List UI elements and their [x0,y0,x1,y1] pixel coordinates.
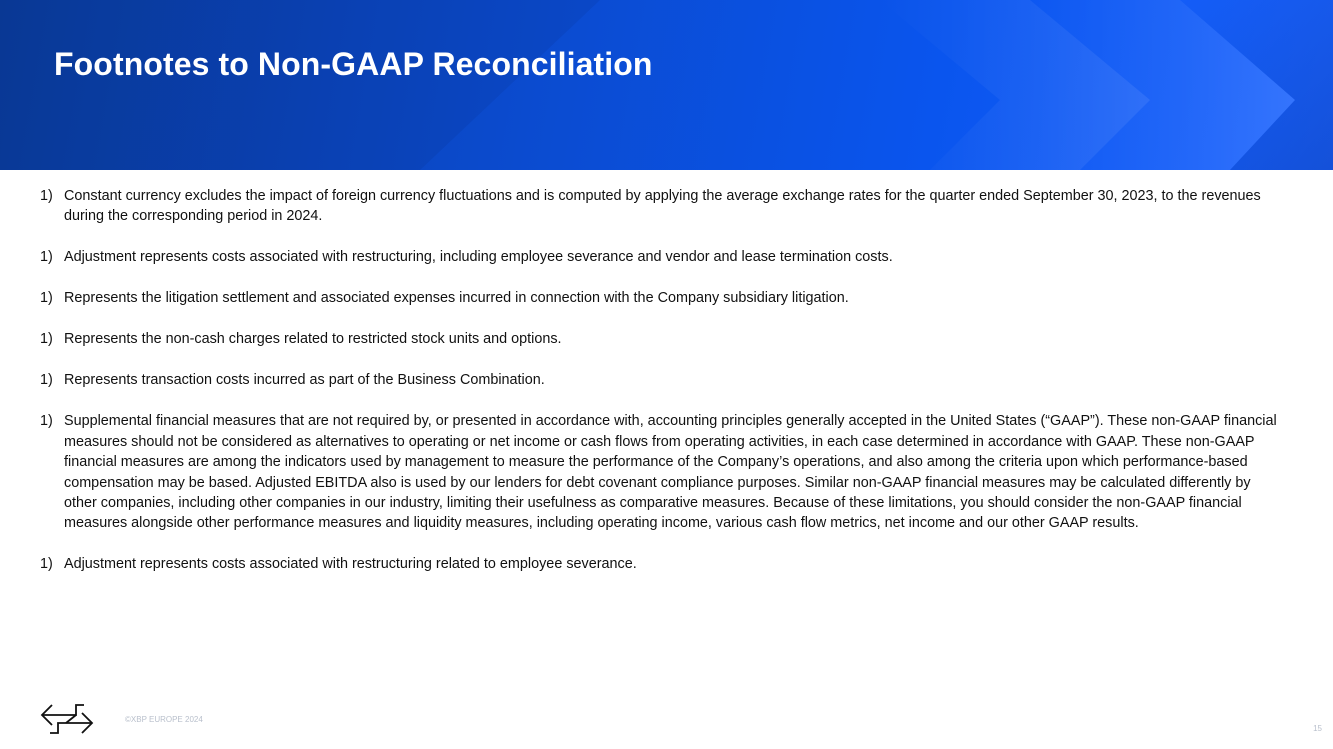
footnote-item [40,247,1280,267]
copyright-notice: ©XBP EUROPE 2024 [125,715,203,724]
page-title: Footnotes to Non-GAAP Reconciliation [54,46,653,82]
footnote-item [40,288,1280,308]
footnote-marker: 1) [40,290,53,307]
footnote-text: Supplemental financial measures that are not required by, or presented in accordance with, accounting principles generally accepted in the United States (“GAAP”). These non-GAAP financial measures should not be considered as alternatives to operating or net income or cash flows from operating activities, in each case determined in accordance with GAAP. These non-GAAP financial measures are among the indicators used by management to measure the performance of the Company’s operations, and also among the criteria upon which performance-based compensation may be based. Adjusted EBITDA also is used by our lenders for debt covenant compliance purposes. Similar non-GAAP financial measures may be calculated differently by other companies, including other companies in our industry, limiting their usefulness as comparative measures. Because of these limitations, you should consider the non-GAAP financial measures alongside other performance measures and liquidity measures, including operating income, various cash flow metrics, net income and our other GAAP results. [64,413,1277,532]
footnote-text: Constant currency excludes the impact of foreign currency fluctuations and is computed by applying the average exchange rates for the quarter ended September 30, 2023, to the revenues during the corresponding period in 2024. [64,188,1261,225]
footnote-item [40,554,1280,574]
footnote-text: Represents transaction costs incurred as part of the Business Combination. [64,372,545,389]
footnote-item [40,370,1280,390]
footnote-text: Represents the litigation settlement and associated expenses incurred in connection with the Company subsidiary litigation. [64,290,849,307]
footnote-item [40,411,1280,533]
page-number: 15 [1313,724,1322,733]
chevron-decoration-icon [0,0,1333,170]
xbp-arrows-logo-icon [40,700,94,738]
footnote-marker: 1) [40,556,53,573]
footnote-marker: 1) [40,372,53,389]
footnote-text: Adjustment represents costs associated with restructuring related to employee severance. [64,556,637,573]
footnote-marker: 1) [40,413,53,430]
footnote-marker: 1) [40,331,53,348]
footnote-marker: 1) [40,249,53,266]
footnote-text: Represents the non-cash charges related to restricted stock units and options. [64,331,562,348]
footnote-list [40,186,1280,595]
footnote-text: Adjustment represents costs associated with restructuring, including employee severance and vendor and lease termination costs. [64,249,893,266]
header-band [0,0,1333,170]
footnote-item [40,186,1280,227]
footnote-item [40,329,1280,349]
footnote-marker: 1) [40,188,53,204]
